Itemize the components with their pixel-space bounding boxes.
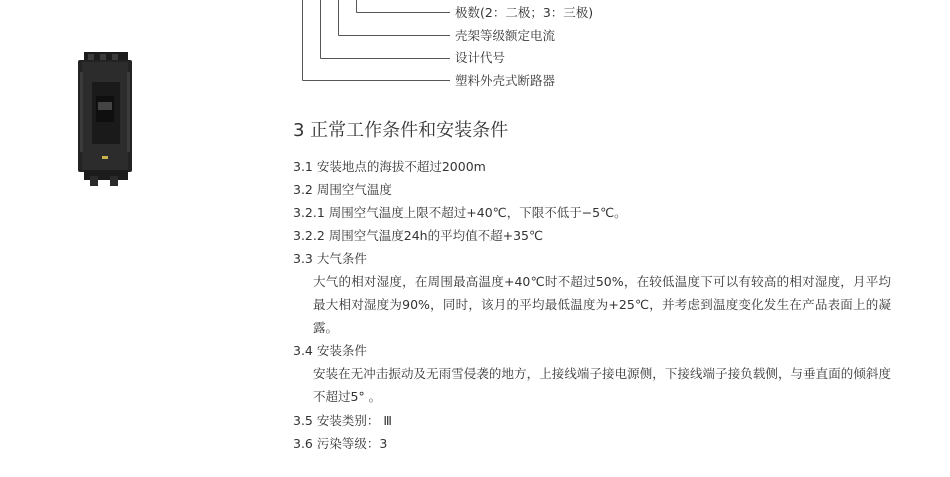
diagram-label-breaker-type: 塑料外壳式断路器 (455, 73, 556, 88)
item-3-5: 3.5 安装类别： Ⅲ (293, 413, 392, 428)
item-3-2-1: 3.2.1 周围空气温度上限不超过+40℃，下限不低于−5℃。 (293, 205, 627, 220)
item-3-3: 3.3 大气条件 (293, 251, 367, 266)
paragraph-installation: 安装在无冲击振动及无雨雪侵袭的地方，上接线端子接电源侧，下接线端子接负载侧，与垂直面的倾斜度不超过5° 。 (313, 366, 891, 404)
item-3-6: 3.6 污染等级：3 (293, 436, 388, 451)
circuit-breaker-image (74, 52, 136, 186)
diagram-label-design-code: 设计代号 (455, 50, 506, 65)
item-3-2: 3.2 周围空气温度 (293, 182, 392, 197)
diagram-label-poles: 极数(2：二极；3：三极) (455, 5, 594, 20)
item-3-1: 3.1 安装地点的海拔不超过2000m (293, 159, 486, 174)
bracket-lines (295, 0, 455, 95)
paragraph-atmosphere: 大气的相对湿度，在周围最高温度+40℃时不超过50%，在较低温度下可以有较高的相对湿度，月平均最大相对湿度为90%，同时，该月的平均最低温度为+25℃，并考虑到温度变化发生在产品表面上的凝露。 (313, 274, 891, 335)
diagram-label-frame-current: 壳架等级额定电流 (455, 28, 556, 43)
section-title: 3 正常工作条件和安装条件 (293, 120, 509, 141)
model-designation-diagram (295, 0, 625, 95)
item-3-2-2: 3.2.2 周围空气温度24h的平均值不超+35℃ (293, 228, 544, 243)
item-3-4: 3.4 安装条件 (293, 343, 367, 358)
